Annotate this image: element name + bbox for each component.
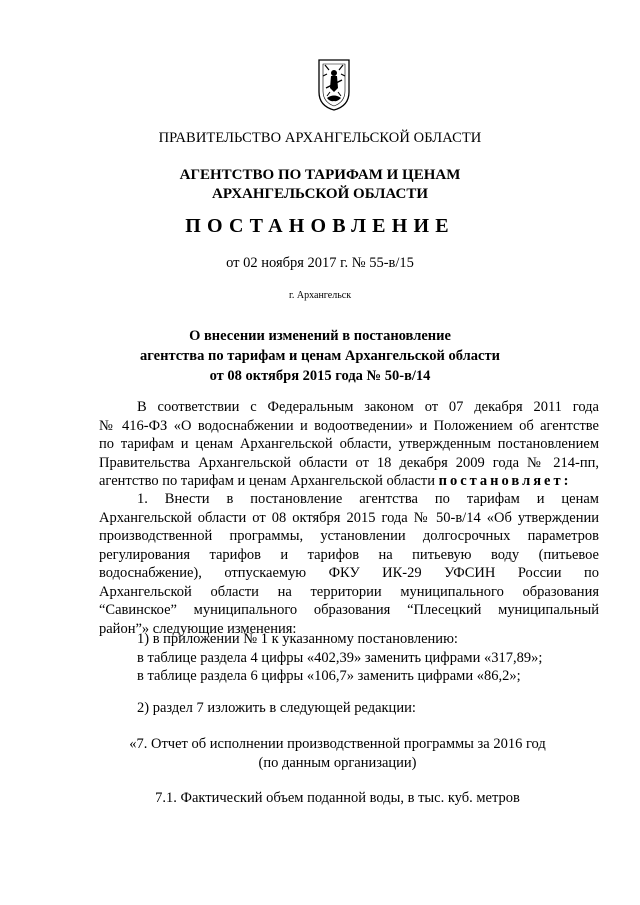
preamble-line: по тарифам и ценам Архангельской области, утвержденным постановлением bbox=[99, 436, 599, 452]
agency-title bbox=[0, 166, 640, 204]
coat-of-arms-icon bbox=[317, 58, 351, 112]
item-1-line: водоснабжение), отпускаемую ФКУ ИК-29 УФСИН России по bbox=[99, 565, 599, 581]
subject-line3: от 08 октября 2015 года № 50-в/14 bbox=[209, 368, 431, 384]
preamble-line bbox=[99, 472, 599, 491]
item-1-line: Архангельской области на территории муниципального образования bbox=[99, 583, 599, 600]
preamble-line: Правительства Архангельской области от 18 декабря 2009 года № 214-пп, bbox=[99, 454, 599, 471]
preamble-line: В соответствии с Федеральным законом от 07 декабря 2011 года bbox=[137, 399, 599, 415]
change-item: 2) раздел 7 изложить в следующей редакции: bbox=[137, 700, 416, 716]
preamble-line: № 416-ФЗ «О водоснабжении и водоотведении» и Положением об агентстве bbox=[99, 417, 599, 434]
item-1 bbox=[99, 490, 599, 638]
section-7-title bbox=[0, 735, 640, 773]
resolves-word: постановляет: bbox=[438, 473, 572, 489]
item-1-line: Архангельской области от 08 октября 2015 года № 50-в/14 «Об утверждении bbox=[99, 509, 599, 526]
agency-title-line2: АРХАНГЕЛЬСКОЙ ОБЛАСТИ bbox=[212, 186, 428, 202]
document-subject bbox=[0, 326, 640, 386]
change-item: в таблице раздела 6 цифры «106,7» заменить цифрами «86,2»; bbox=[137, 668, 521, 684]
section-7-1-heading: 7.1. Фактический объем поданной воды, в тыс. куб. метров bbox=[155, 790, 520, 806]
change-item: в таблице раздела 4 цифры «402,39» заменить цифрами «317,89»; bbox=[137, 649, 543, 666]
change-item: 1) в приложении № 1 к указанному постановлению: bbox=[137, 631, 458, 647]
item-1-line: регулирования тарифов и тарифов на питьевую воду (питьевое bbox=[99, 546, 599, 563]
preamble-text: агентство по тарифам и ценам Архангельской области bbox=[99, 473, 439, 489]
preamble bbox=[99, 398, 599, 491]
subject-line2: агентства по тарифам и ценам Архангельской области bbox=[140, 348, 500, 364]
item-1-line: “Савинское” муниципального образования “Плесецкий муниципальный bbox=[99, 602, 599, 618]
city: г. Архангельск bbox=[288, 290, 352, 301]
section-7-title-line2: (по данным организации) bbox=[258, 755, 417, 771]
item-1-line: 1. Внести в постановление агентства по тарифам и ценам bbox=[137, 491, 599, 507]
changes-list bbox=[99, 630, 599, 686]
agency-title-line1: АГЕНТСТВО ПО ТАРИФАМ И ЦЕНАМ bbox=[179, 167, 461, 183]
government-title: ПРАВИТЕЛЬСТВО АРХАНГЕЛЬСКОЙ ОБЛАСТИ bbox=[158, 130, 482, 146]
date-number: от 02 ноября 2017 г. № 55-в/15 bbox=[226, 255, 414, 271]
document-type: ПОСТАНОВЛЕНИЕ bbox=[185, 215, 455, 237]
item-1-line: район”» следующие изменения: bbox=[99, 620, 297, 637]
subject-line1: О внесении изменений в постановление bbox=[189, 328, 451, 344]
section-7-title-line1: «7. Отчет об исполнении производственной программы за 2016 год bbox=[129, 736, 546, 752]
item-1-line: производственной программы, установлении долгосрочных параметров bbox=[99, 528, 599, 544]
